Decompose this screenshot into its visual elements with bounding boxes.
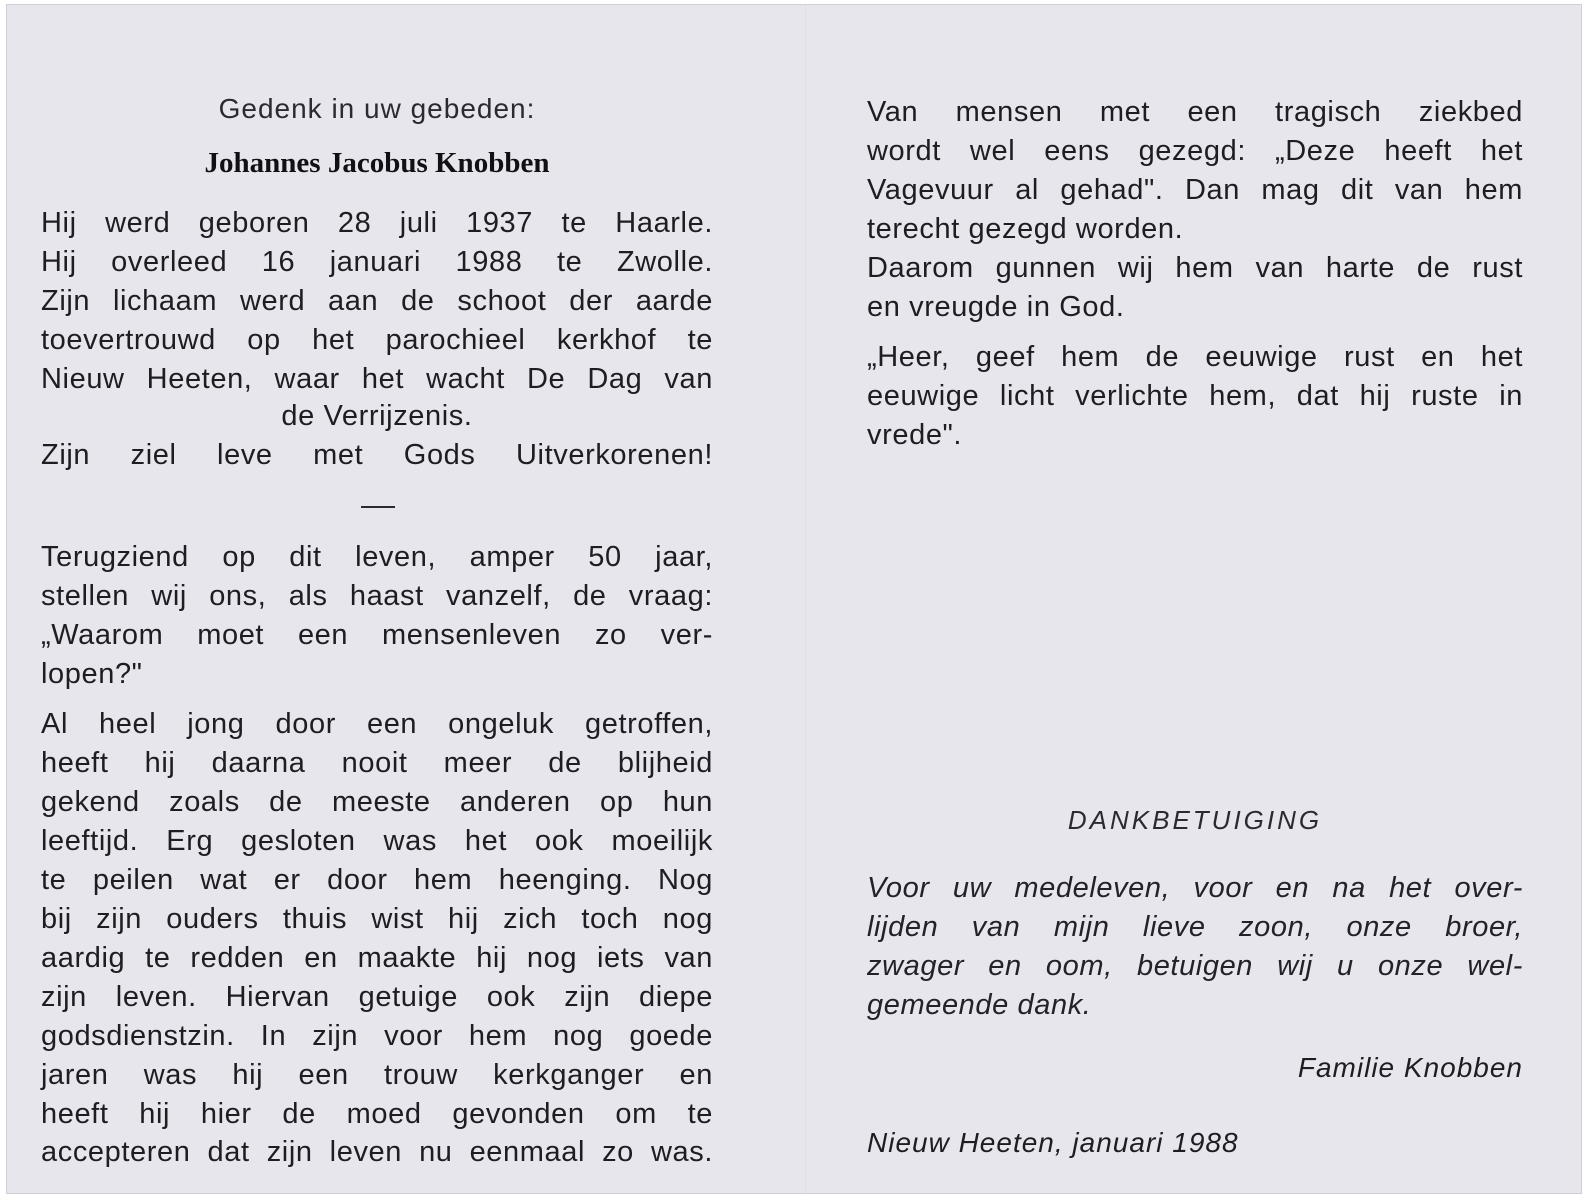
thanks-line: Voor uw medeleven, voor en na het over- [867,872,1523,904]
text-line: zijn leven. Hiervan getuige ook zijn diepe [41,981,713,1013]
text-line: gekend zoals de meeste anderen op hun [41,786,713,818]
text-line: Hij werd geboren 28 juli 1937 te Haarle. [41,207,713,239]
text-line: terecht gezegd worden. [867,213,1184,245]
text-line: jaren was hij een trouw kerkganger en [41,1059,713,1091]
text-line: heeft hij daarna nooit meer de blijheid [41,747,713,779]
place-date: Nieuw Heeten, januari 1988 [867,1127,1239,1158]
left-panel [41,5,713,1193]
card-fold [805,5,807,1193]
text-line: leeftijd. Erg gesloten was het ook moeilijk [41,825,713,857]
text-line: Vagevuur al gehad". Dan mag dit van hem [867,174,1523,206]
text-line: Nieuw Heeten, waar het wacht De Dag van [41,363,713,395]
thanks-line: zwager en oom, betuigen wij u onze wel- [867,950,1523,982]
text-line: vrede". [867,419,963,451]
memorial-card [6,4,1582,1194]
text-line: Zijn lichaam werd aan de schoot der aarde [41,285,713,317]
text-line: heeft hij hier de moed gevonden om te [41,1098,713,1130]
deceased-name: Johannes Jacobus Knobben [204,147,550,179]
text-line: lopen?" [41,658,143,690]
text-line: toevertrouwd op het parochieel kerkhof te [41,324,713,356]
text-line: aardig te redden en maakte hij nog iets van [41,942,713,974]
text-line: „Waarom moet een mensenleven zo ver- [41,619,713,651]
text-line: Zijn ziel leve met Gods Uitverkorenen! [41,439,713,471]
text-line: „Heer, geef hem de eeuwige rust en het [867,341,1523,373]
prayer-heading: Gedenk in uw gebeden: [218,93,536,124]
text-line: godsdienstzin. In zijn voor hem nog goede [41,1020,713,1052]
text-line: wordt wel eens gezegd: „Deze heeft het [867,135,1523,167]
text-line: Terugziend op dit leven, amper 50 jaar, [41,541,713,573]
text-line: Al heel jong door een ongeluk getroffen, [41,708,713,740]
separator-dash [361,506,395,508]
text-line: Hij overleed 16 januari 1988 te Zwolle. [41,246,713,278]
text-line: stellen wij ons, als haast vanzelf, de vraag: [41,580,713,612]
text-line: Van mensen met een tragisch ziekbed [867,96,1523,128]
right-panel [867,5,1523,1193]
family-signature: Familie Knobben [1297,1052,1523,1083]
thanks-title: DANKBETUIGING [1067,805,1323,835]
thanks-line: lijden van mijn lieve zoon, onze broer, [867,911,1523,943]
text-line: te peilen wat er door hem heenging. Nog [41,864,713,896]
text-line: bij zijn ouders thuis wist hij zich toch nog [41,903,713,935]
text-line: Daarom gunnen wij hem van harte de rust [867,252,1523,284]
text-line: eeuwige licht verlichte hem, dat hij ruste in [867,380,1523,412]
text-line: en vreugde in God. [867,291,1125,323]
text-line: de Verrijzenis. [281,400,473,432]
thanks-line: gemeende dank. [867,989,1092,1021]
text-line: accepteren dat zijn leven nu eenmaal zo was. [41,1136,713,1168]
